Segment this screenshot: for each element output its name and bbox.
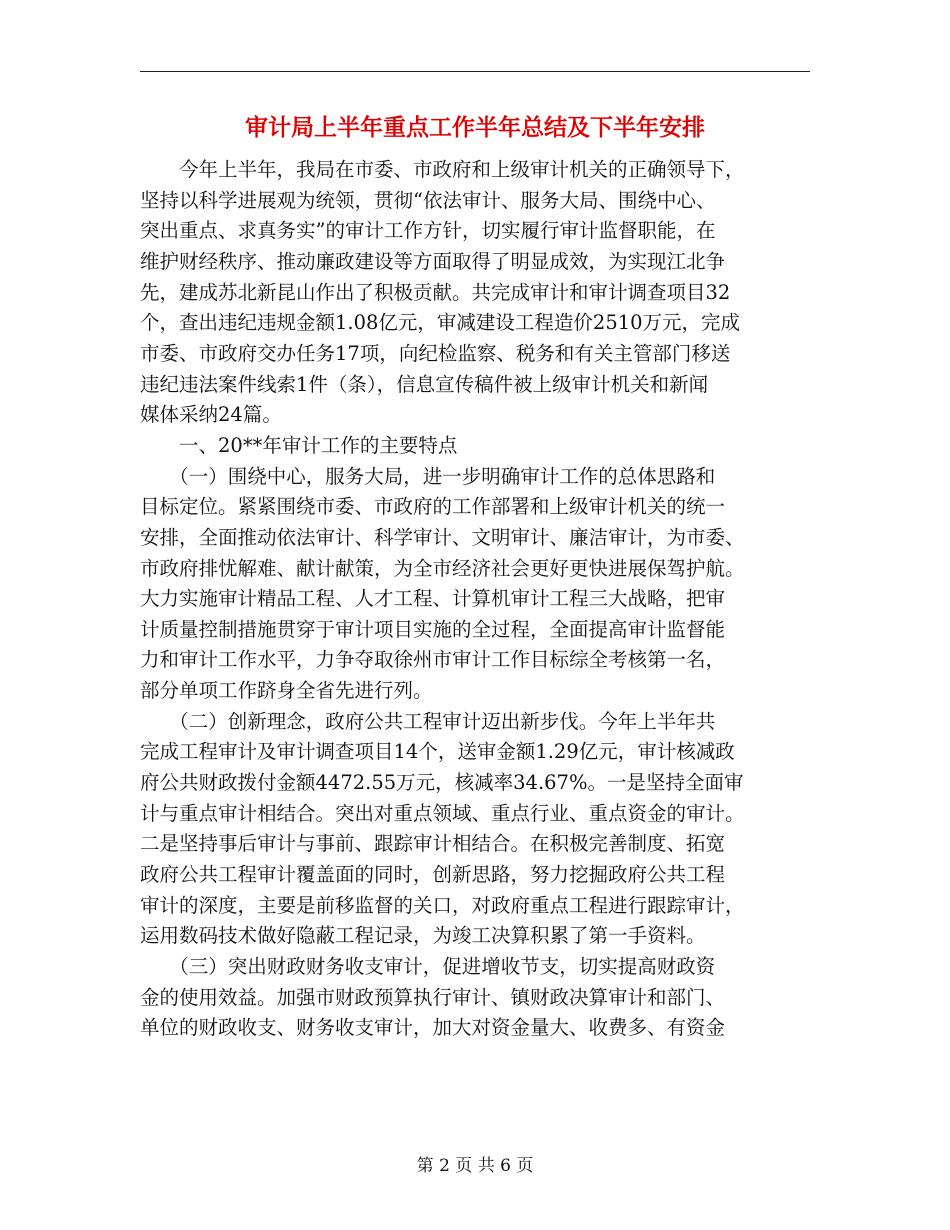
text-line: 完成工程审计及审计调查项目14个，送审金额1.29亿元，审计核减政 [140, 740, 735, 764]
page-footer: 第 2 页 共 6 页 [416, 1156, 534, 1176]
text-line: 力和审计工作水平，力争夺取徐州市审计工作目标综全考核第一名， [140, 648, 726, 672]
document-title: 审计局上半年重点工作半年总结及下半年安排 [245, 114, 705, 141]
text-line: 个，查出违纪违规金额1.08亿元，审减建设工程造价2510万元，完成 [140, 311, 741, 335]
text-line: 二是坚持事后审计与事前、跟踪审计相结合。在积极完善制度、拓宽 [140, 832, 726, 856]
text-line: 安排，全面推动依法审计、科学审计、文明审计、廉洁审计，为市委、 [140, 525, 745, 549]
text-line: 突出重点、求真务实”的审计工作方针，切实履行审计监督职能，在 [140, 219, 716, 243]
text-line: 违纪违法案件线索1件（条），信息宣传稿件被上级审计机关和新闻 [140, 372, 709, 396]
text-line: 先，建成苏北新昆山作出了积极贡献。共完成审计和审计调查项目32 [140, 280, 731, 304]
text-line: 审计的深度，主要是前移监督的关口，对政府重点工程进行跟踪审计， [140, 893, 745, 917]
text-line: 坚持以科学进展观为统领，贯彻“依法审计、服务大局、围绕中心、 [140, 188, 716, 212]
text-line: 部分单项工作跻身全省先进行列。 [140, 679, 433, 702]
text-line: 计质量控制措施贯穿于审计项目实施的全过程，全面提高审计监督能 [140, 617, 726, 641]
text-line: （一）围绕中心，服务大局，进一步明确审计工作的总体思路和 [140, 464, 716, 488]
text-line: 计与重点审计相结合。突出对重点领域、重点行业、重点资金的审计。 [140, 801, 745, 825]
text-line: 目标定位。紧紧围绕市委、市政府的工作部署和上级审计机关的统一 [140, 495, 726, 519]
text-line: 金的使用效益。加强市财政预算执行审计、镇财政决算审计和部门、 [140, 985, 726, 1009]
text-line: 市委、市政府交办任务17项，向纪检监察、税务和有关主管部门移送 [140, 341, 731, 365]
text-line: 政府公共工程审计覆盖面的同时，创新思路，努力挖掘政府公共工程 [140, 862, 726, 886]
text-line: 运用数码技术做好隐蔽工程记录，为竣工决算积累了第一手资料。 [140, 924, 706, 948]
text-line: 一、20**年审计工作的主要特点 [140, 433, 458, 457]
header-rule [140, 71, 810, 72]
text-line: 维护财经秩序、推动廉政建设等方面取得了明显成效，为实现江北争 [140, 249, 726, 273]
text-line: 今年上半年，我局在市委、市政府和上级审计机关的正确领导下， [140, 158, 745, 181]
text-line: 市政府排忧解难、献计献策，为全市经济社会更好更快进展保驾护航。 [140, 556, 745, 580]
text-line: 媒体采纳24篇。 [140, 403, 282, 427]
text-line: （三）突出财政财务收支审计，促进增收节支，切实提高财政资 [140, 954, 716, 978]
text-line: 单位的财政收支、财务收支审计，加大对资金量大、收费多、有资金 [140, 1016, 726, 1040]
text-line: 大力实施审计精品工程、人才工程、计算机审计工程三大战略，把审 [140, 587, 726, 611]
text-line: （二）创新理念，政府公共工程审计迈出新步伐。今年上半年共 [140, 709, 716, 733]
text-line: 府公共财政拨付金额4472.55万元，核减率34.67%。一是坚持全面审 [140, 771, 744, 794]
